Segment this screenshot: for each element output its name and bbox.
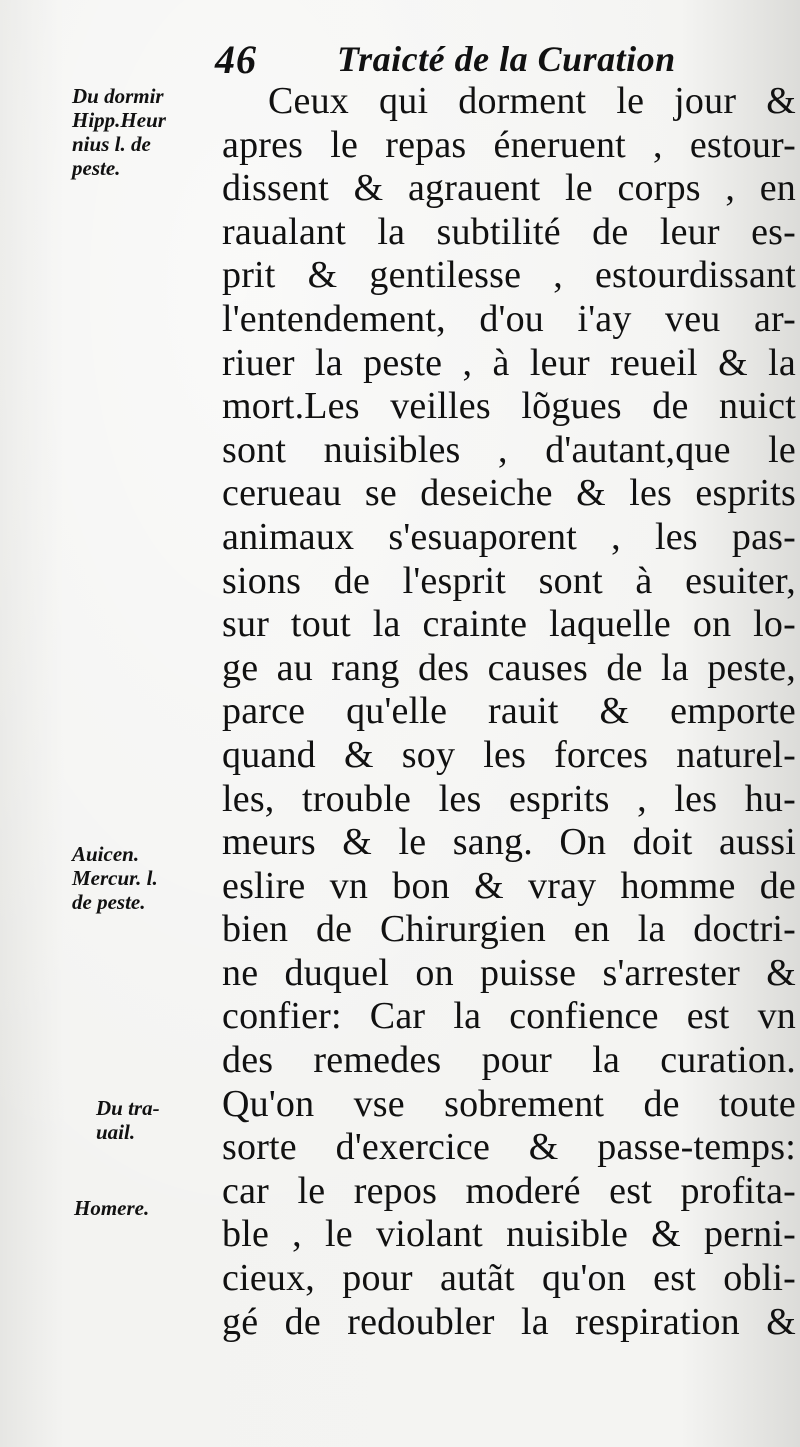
margin-note-line: uail.: [96, 1120, 136, 1144]
margin-note-line: de peste.: [72, 890, 146, 914]
text-line: ble , le violant nuisible & perni-: [222, 1213, 796, 1256]
margin-note-line: Auicen.: [72, 842, 140, 866]
text-line: sur tout la crainte laquelle on lo-: [222, 603, 796, 646]
margin-note-line: Du tra-: [96, 1096, 160, 1120]
margin-note-line: nius l. de: [72, 132, 151, 156]
text-line: animaux s'esuaporent , les pas-: [222, 515, 796, 558]
text-line: meurs & le sang. On doit aussi: [222, 821, 796, 864]
text-line: parce qu'elle rauit & emporte: [222, 690, 796, 733]
margin-note-homere: [74, 1196, 219, 1220]
text-line: des remedes pour la curation.: [222, 1039, 796, 1082]
text-line: dissent & agrauent le corps , en: [222, 167, 796, 210]
text-line: bien de Chirurgien en la doctri-: [222, 908, 796, 951]
margin-note-line: peste.: [72, 156, 121, 180]
text-line: ge au rang des causes de la peste,: [222, 646, 796, 689]
page-header: [215, 36, 795, 86]
text-line: mort.Les veilles lõgues de nuict: [222, 385, 796, 428]
text-line: gé de redoubler la respiration &: [222, 1300, 796, 1343]
text-line: ne duquel on puisse s'arrester &: [222, 951, 796, 994]
text-line: Ceux qui dorment le jour &: [268, 80, 796, 122]
text-line: sorte d'exercice & passe-temps:: [222, 1126, 796, 1169]
margin-note-line: Homere.: [74, 1196, 150, 1220]
margin-note-auicen: [72, 842, 217, 914]
text-line: prit & gentilesse , estourdissant: [222, 254, 796, 297]
text-line: car le repos moderé est profita-: [222, 1169, 796, 1212]
text-line: riuer la peste , à leur reueil & la: [222, 341, 796, 384]
text-line: les, trouble les esprits , les hu-: [222, 777, 796, 820]
text-line: quand & soy les forces naturel-: [222, 733, 796, 776]
text-line: Qu'on vse sobrement de toute: [222, 1082, 796, 1125]
text-line: cieux, pour autãt qu'on est obli-: [222, 1257, 796, 1300]
page-number: 46: [215, 37, 257, 82]
text-line: eslire vn bon & vray homme de: [222, 864, 796, 907]
margin-note-line: Hipp.Heur: [72, 108, 166, 132]
text-line: sont nuisibles , d'autant,que le: [222, 428, 796, 471]
text-line: cerueau se deseiche & les esprits: [222, 472, 796, 515]
text-line: raualant la subtilité de leur es-: [222, 210, 796, 253]
running-title: Traicté de la Curation: [337, 39, 676, 79]
text-line: confier: Car la confience est vn: [222, 995, 796, 1038]
body-text: [222, 80, 796, 1344]
margin-note-line: Mercur. l.: [72, 866, 158, 890]
text-line: apres le repas éneruent , estour-: [222, 123, 796, 166]
margin-note-line: Du dormir: [72, 84, 164, 108]
text-line: sions de l'esprit sont à esuiter,: [222, 559, 796, 602]
margin-note-du-trauail: [96, 1096, 241, 1144]
text-line: l'entendement, d'ou i'ay veu ar-: [222, 297, 796, 340]
margin-note-du-dormir: [72, 84, 217, 180]
